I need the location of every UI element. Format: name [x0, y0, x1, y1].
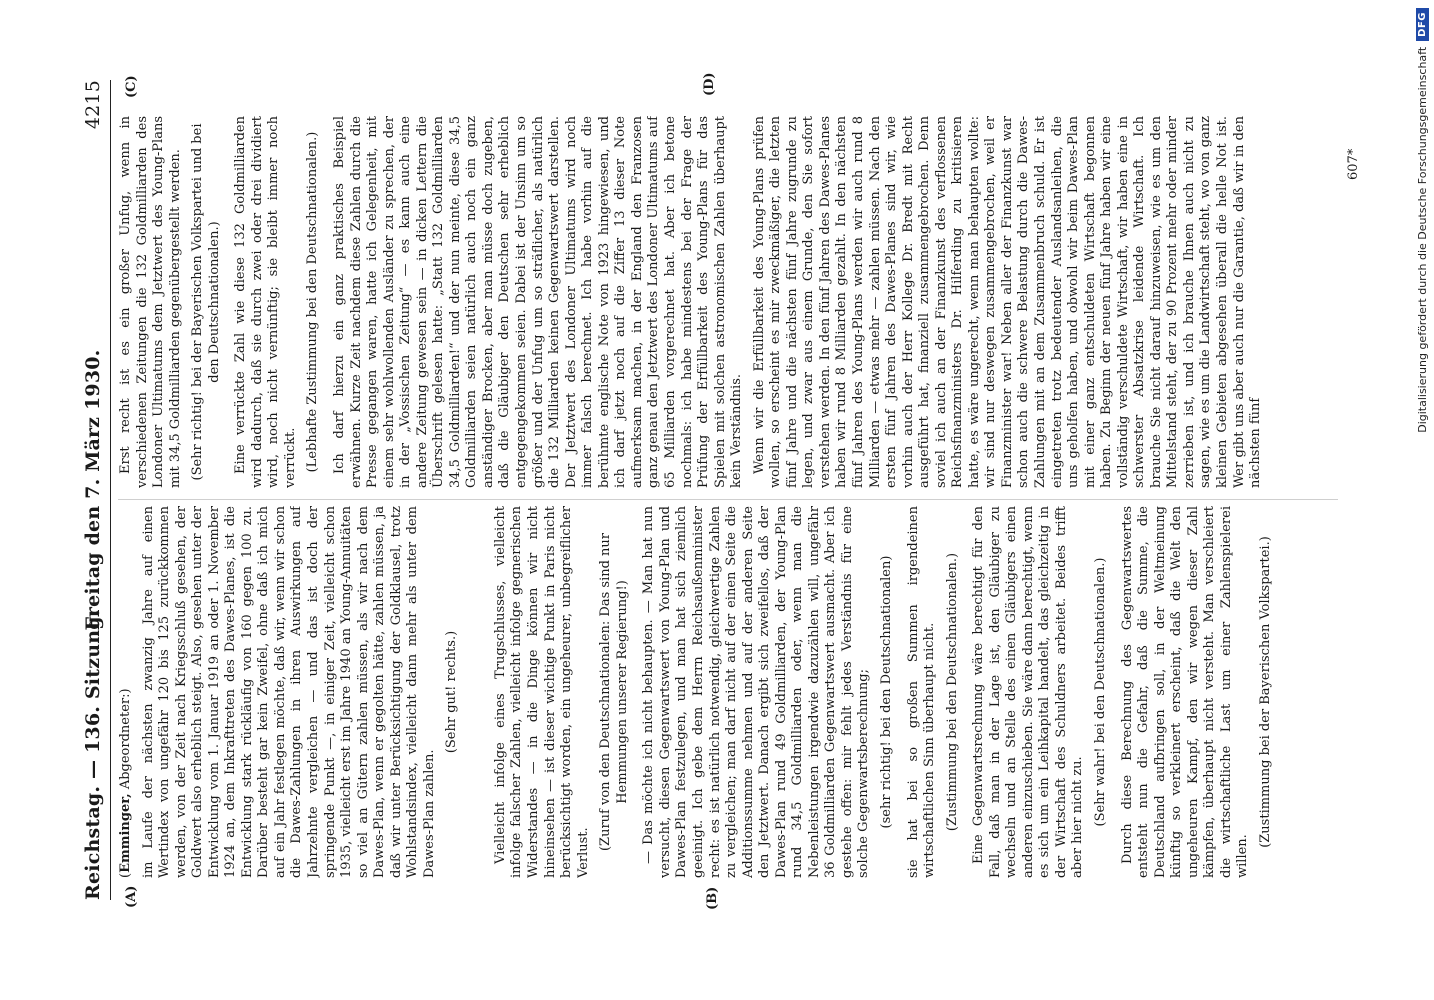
right-column — [118, 116, 1328, 488]
interjection: (Zuruf von den Deutschnationalen: Das sind nur Hemmungen unserer Regierung!) — [598, 532, 630, 852]
page-number: 4215 — [82, 80, 104, 130]
paragraph: Vielleicht infolge eines Trugschlusses, vielleicht infolge falscher Zahlen, vielleicht infolge gegnerischen Widerstandes — in die Dinge können wir nicht hineinsehen — ist dieser wichtige Punkt in Paris nicht berücksichtigt worden, ein ungeheurer, unbegreiflicher Verlust. — [492, 506, 591, 878]
paragraph: sie hat bei so großen Summen irgendeinen wirtschaftlichen Sinn überhaupt nicht. — [905, 506, 938, 878]
margin-marker-a: (A) — [124, 885, 139, 908]
interjection: (Sehr richtig! bei der Bayerischen Volkspartei und bei den Deutschnationalen.) — [190, 123, 222, 481]
speaker-role: Abgeordneter: — [118, 693, 133, 790]
header-session: Reichstag. — 136. Sitzung. — [82, 609, 104, 900]
interjection: (Zustimmung bei der Bayerischen Volkspartei.) — [1257, 536, 1273, 848]
credit-text: Digitalisierung gefördert durch die Deutsche Forschungsgemeinschaft — [1415, 46, 1429, 433]
margin-marker-b: (B) — [705, 886, 720, 910]
column-divider — [118, 499, 1338, 500]
margin-marker-c: (C) — [124, 75, 139, 98]
margin-marker-d: (D) — [702, 72, 717, 96]
left-column — [118, 506, 1328, 878]
interjection: (Lebhafte Zustimmung bei den Deutschnationalen.) — [305, 131, 321, 473]
paragraph: Eine verrückte Zahl wie diese 132 Goldmilliarden wird dadurch, daß sie durch zwei oder drei dividiert wird, noch nicht vernünftig; sie bleibt immer noch verrückt. — [233, 116, 298, 488]
paragraph: — Das möchte ich nicht behaupten. — Man hat nun versucht, diesen Gegenwartswert von Young-Plan und Dawes-Plan festzulegen, und man hat sich ziemlich geeinigt. Ich gebe dem Herrn Reichsaußenminister recht: es ist natürlich notwendig, gleichwertige Zahlen zu vergleichen; man darf nicht auf der einen Seite die Additionssumme nehmen und auf der anderen Seite den Jetztwert. Danach ergibt sich zweifellos, daß der Dawes-Plan rund 49 Goldmilliarden, der Young-Plan rund 34,5 Goldmilliarden oder, wenn man die Nebenleistungen irgendwie dazuzählen will, ungefähr 36 Goldmilliarden Gegenwartswert ausmacht. Aber ich gestehe offen: mir fehlt jedes Verständnis für eine solche Gegenwartsberechnung; — [641, 506, 872, 878]
dfg-logo: DFG — [1416, 8, 1429, 41]
paragraph: Erst recht ist es ein großer Unfug, wenn in verschiedenen Zeitungen die 132 Goldmilliarden des Londoner Ultimatums dem Jetztwert des Young-Plans mit 34,5 Goldmilliarden gegenübergestellt werden. — [118, 116, 183, 488]
digitization-credit — [1412, 8, 1432, 993]
interjection: (Sehr wahr! bei den Deutschnationalen.) — [1092, 557, 1108, 827]
paragraph: Ich darf hierzu ein ganz praktisches Beispiel erwähnen. Kurze Zeit nachdem diese Zahlen durch die Presse gegangen waren, hatte ich Gelegenheit, mit einem sehr wohlwollenden Ausländer zu sprechen, der in der „Vossischen Zeitung“ — es kann auch eine andere Zeitung gewesen sein — in dicken Lettern die Überschrift gelesen hatte: „Statt 132 Goldmilliarden 34,5 Goldmilliarden!“ und der nun meinte, diese 34,5 Goldmilliarden seien natürlich auch noch ein ganz anständiger Brocken, aber man müsse doch zugeben, daß die Gläubiger den Deutschen sehr erheblich entgegengekommen seien. Dabei ist der Unsinn um so größer und der Unfug um so sträflicher, als natürlich die 132 Milliarden keinen Gegenwartswert darstellen. Der Jetztwert des Londoner Ultimatums wird noch immer falsch berechnet. Ich habe vorhin auf die berühmte englische Note von 1923 hingewiesen, und ich darf jetzt noch auf die Ziffer 13 dieser Note aufmerksam machen, in der England den Franzosen ganz genau den Jetztwert des Londoner Ultimatums auf 65 Milliarden vorgerechnet hat. Aber ich betone nochmals: ich habe mindestens bei der Frage der Prüfung der Erfüllbarkeit des Young-Plans für das Spielen mit solchen astronomischen Zahlen überhaupt kein Verständnis. — [332, 116, 745, 488]
paragraph: Durch diese Berechnung des Gegenwartswertes entsteht nun die Gefahr, daß die Summe, die Deutschland aufbringen soll, in der Weltmeinung künftig so verkleinert erscheint, daß die Welt den ungeheuren Kampf, den wir wegen dieser Zahl kämpfen, überhaupt nicht versteht. Man verschleiert die wirtschaftliche Last um einer Zahlenspielerei willen. — [1119, 506, 1251, 878]
interjection: (Sehr gut! rechts.) — [444, 630, 460, 754]
paragraph: Wenn wir die Erfüllbarkeit des Young-Plans prüfen wollen, so erscheint es mir zweckmäßiger, die letzten fünf Jahre und die nächsten fünf Jahre zugrunde zu legen, und zwar aus einem Grunde, den Sie sofort verstehen werden. In den fünf Jahren des Dawes-Planes haben wir rund 8 Milliarden gezahlt. In den nächsten fünf Jahren des Young-Plans werden wir auch rund 8 Milliarden — etwas mehr — zahlen müssen. Nach den ersten fünf Jahren des Dawes-Planes sind wir, wie vorhin auch der Herr Kollege Dr. Bredt mit Recht ausgeführt hat, finanziell zusammengebrochen. Denn soviel ich auch an der Finanzkunst des verflossenen Reichsfinanzministers Dr. Hilferding zu kritisieren hatte, es wäre ungerecht, wenn man behaupten wollte: wir sind nur deswegen zusammengebrochen, weil er Finanzminister war! Neben aller der Finanzkunst war schon auch die schwere Belastung durch die Dawes-Zahlungen mit an dem Zusammenbruch schuld. Er ist eingetreten trotz bedeutender Auslandsanleihen, die uns geholfen haben, und obwohl wir beim Dawes-Plan mit einer ganz entschuldeten Wirtschaft begonnen haben. Zu Beginn der neuen fünf Jahre haben wir eine vollständig verschuldete Wirtschaft, wir haben eine in schwerster Absatzkrise leidende Wirtschaft. Ich brauche Sie nicht darauf hinzuweisen, wie es um den Mittelstand steht, der zu 90 Prozent mehr oder minder zerrieben ist, und ich brauche Ihnen auch nicht zu sagen, wie es um die Landwirtschaft steht, wo von ganz kleinen Gebieten abgesehen überall die helle Not ist. Wer gibt uns aber auch nur die Garantie, daß wir in den nächsten fünf — [751, 116, 1264, 488]
header-date: Freitag den 7. März 1930. — [82, 349, 104, 631]
signature-mark: 607* — [1346, 148, 1361, 180]
interjection: (Zustimmung bei den Deutschnationalen.) — [944, 552, 960, 832]
paragraph: im Laufe der nächsten zwanzig Jahre auf einen Wertindex von ungefähr 120 bis 125 zurückkommen werden, von der Zeit nach Kriegsschluß gesehen, der Goldwert also erheblich steigt. Also, gesehen unter der Entwicklung vom 1. Januar 1919 an oder 1. November 1924 an, dem Inkrafttreten des Dawes-Planes, ist die Entwicklung stark rückläufig von 160 gegen 100 zu. Darüber besteht gar kein Zweifel, ohne daß ich mich auf ein Jahr festlegen möchte, daß wir, wenn wir schon die Dawes-Zahlungen in ihren Auswirkungen auf Jahrzehnte vergleichen — und das ist doch der springende Punkt —, in einiger Zeit, vielleicht schon 1935, vielleicht erst im Jahre 1940 an Young-Annuitäten so viel an Gütern zahlen müssen, als wir nach dem Dawes-Plan, wenn er gegolten hätte, zahlen müssen, ja daß wir unter Berücksichtigung der Goldklausel, trotz Wohlstandsindex, vielleicht dann mehr als unter dem Dawes-Plan zahlen. — [140, 506, 437, 878]
interjection: (sehr richtig! bei den Deutschnationalen) — [878, 555, 894, 829]
speaker-name: Emminger, — [118, 793, 133, 873]
speaker-line: (Emminger, Abgeordneter:) — [118, 688, 133, 878]
spacer — [471, 506, 493, 878]
paragraph: Eine Gegenwartsrechnung wäre berechtigt für den Fall, daß man in der Lage ist, den Gläubiger zu wechseln und an Stelle des einen Gläubigers einen anderen einzuschieben. Sie wäre dann berechtigt, wenn es sich um ein Leihkapital handelt, das gleichzeitig in der Wirtschaft des Schuldners arbeitet. Beides trifft aber hier nicht zu. — [971, 506, 1086, 878]
page-header — [70, 80, 111, 900]
credit-text-row — [1412, 8, 1432, 993]
